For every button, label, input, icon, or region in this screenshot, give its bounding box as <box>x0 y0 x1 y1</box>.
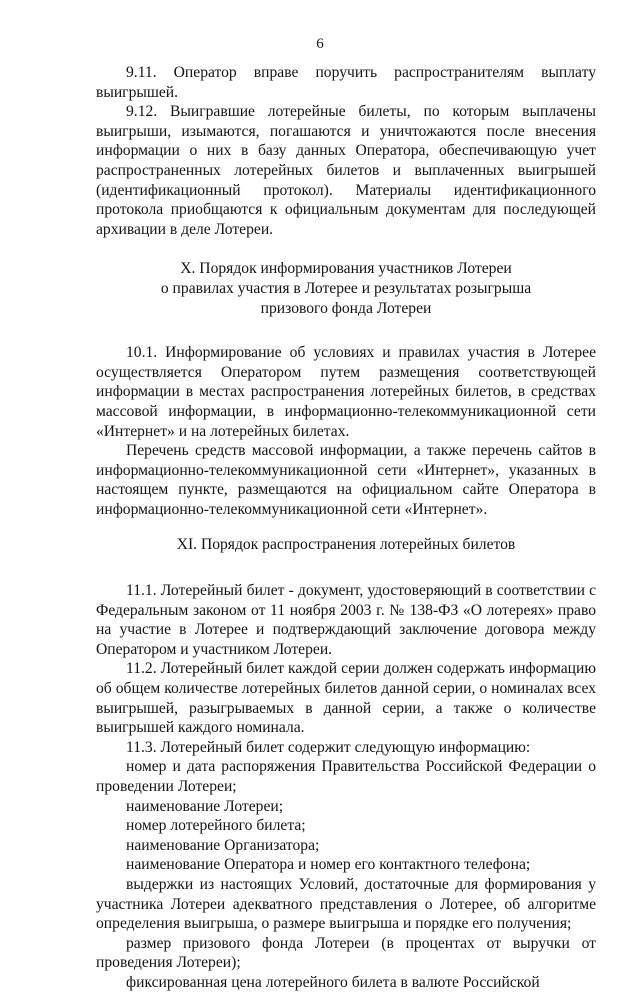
paragraph-9-11: 9.11. Оператор вправе поручить распространителям выплату выигрышей. <box>96 64 596 101</box>
paragraph-media-list: Перечень средств массовой информации, а также перечень сайтов в информационно-телекоммуникационной сети «Интернет», указанных в настоящем пункте, размещаются на официальном сайте Оператора в информационно-телекоммуникационной сети «Интернет». <box>96 442 596 518</box>
section-x-heading-line: X. Порядок информирования участников Лотереи <box>180 260 512 278</box>
list-item: номер и дата распоряжения Правительства Российской Федерации о проведении Лотереи; <box>96 758 596 795</box>
paragraph-11-1: 11.1. Лотерейный билет - документ, удостоверяющий в соответствии с Федеральным законом от 11 ноября 2003 г. № 138-ФЗ «О лотереях» право на участие в Лотерее и подтверждающий заключение договора между Оператором и участником Лотереи. <box>96 582 596 658</box>
paragraph-11-2: 11.2. Лотерейный билет каждой серии должен содержать информацию об общем количестве лотерейных билетов данной серии, о номиналах всех выигрышей, разыгрываемых в данной серии, а также о количестве выигрышей каждого номинала. <box>96 660 596 737</box>
section-x-heading-line: призового фонда Лотереи <box>260 299 432 317</box>
list-item: выдержки из настоящих Условий, достаточные для формирования у участника Лотереи адекватного представления о Лотерее, об алгоритме определения выигрыша, о размере выигрыша и порядке его получения; <box>96 875 596 933</box>
list-item: наименование Оператора и номер его контактного телефона; <box>126 856 531 874</box>
list-item: фиксированная цена лотерейного билета в валюте Российской <box>126 973 540 991</box>
section-x-heading-line: о правилах участия в Лотерее и результатах розыгрыша <box>160 279 532 297</box>
list-item: размер призового фонда Лотереи (в процентах от выручки от проведения Лотереи); <box>96 934 596 972</box>
list-item: наименование Организатора; <box>126 836 320 854</box>
paragraph-9-12: 9.12. Выигравшие лотерейные билеты, по которым выплачены выигрыши, изымаются, погашаются и уничтожаются после внесения информации о них в базу данных Оператора, обеспечивающую учет распространенных лотерейных билетов и выплаченных выигрышей (идентификационный протокол). Материалы идентификационного протокола приобщаются к официальным документам для последующей архивации в деле Лотереи. <box>96 103 596 238</box>
document-body <box>96 63 596 993</box>
paragraph-11-3: 11.3. Лотерейный билет содержит следующую информацию: <box>126 738 531 756</box>
list-item: номер лотерейного билета; <box>126 817 306 835</box>
section-xi-heading: XI. Порядок распространения лотерейных билетов <box>176 536 516 554</box>
section-x-heading <box>96 259 596 318</box>
paragraph-10-1: 10.1. Информирование об условиях и правилах участия в Лотерее осуществляется Оператором путем размещения соответствующей информации в местах распространения лотерейных билетов, в средствах массовой информации, в информационно-телекоммуникационной сети «Интернет» и на лотерейных билетах. <box>96 344 596 440</box>
page-number: 6 <box>316 36 324 52</box>
list-item: наименование Лотереи; <box>126 797 284 815</box>
